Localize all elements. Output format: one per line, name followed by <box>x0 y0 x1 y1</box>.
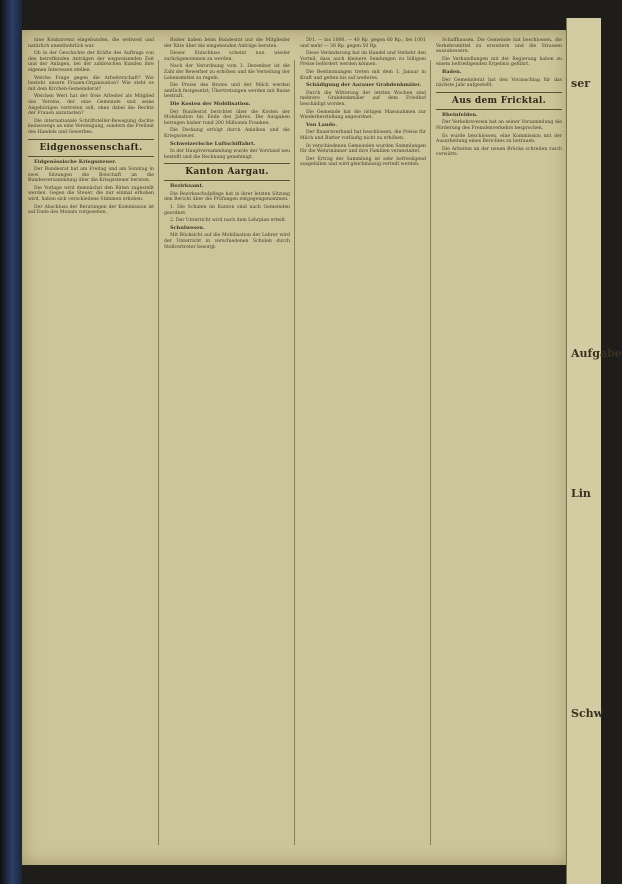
newspaper-page <box>22 30 568 865</box>
paragraph: Die Deckung erfolgt durch Anleihen und die Kriegssteuer. <box>164 128 290 139</box>
paragraph: Der Ertrag der Sammlung ist sehr befriedigend ausgefallen und wird gleichmässig verteilt werden. <box>300 156 426 168</box>
paragraph: Bisher haben beim Bundesrat nur die Mitglieder der Räte über die eingehenden Anträge beraten. <box>164 38 290 49</box>
divider <box>164 163 290 164</box>
article-title: Von Lande. <box>306 121 337 128</box>
paragraph: Diese Veränderung hat im Handel und Verkehr den Vorteil, dass auch kleinere Sendungen zu billigem Preise befördert werden können. <box>300 51 426 68</box>
paragraph: Die Bezirksschulpflege hat in ihrer letzten Sitzung den Bericht über die Prüfungen entgegengenommen. <box>164 191 290 203</box>
paragraph: Welche Frage gegen die Arbeiterschaft? Wie besteht unsere Frauen-Organisation? Wie steht es mit dem Kirchen-Gemeinderat? <box>28 75 154 92</box>
paragraph: 2. Der Unterricht wird nach dem Lehrplan erteilt. <box>170 218 287 224</box>
paragraph: Die internationale Schriftsteller-Bewegung dachte keineswegs an eine Vereinigung, sondern die Freiheit des Handels und Gewerbes. <box>28 118 154 135</box>
article-title: Schulwesen. <box>170 224 205 231</box>
paragraph: Ob in der Geschichte der Kräfte des Auftrags von den betreffenden Anträgen der wegweisenden Zeit und der Anlagen, bei der zahlreichen Kunden ihre eigenen Interessen stellen. <box>28 51 154 73</box>
adjacent-page-edge <box>566 18 622 884</box>
paragraph: Der Abschluss der Beratungen der Kommission ist auf Ende des Monats vorgesehen. <box>28 204 154 216</box>
paragraph: Die Bestimmungen treten mit dem 1. Januar in Kraft und gelten bis auf weiteres. <box>300 69 426 81</box>
book-binding <box>0 0 22 884</box>
paragraph: Der Gemeinderat hat den Voranschlag für das nächste Jahr aufgestellt. <box>436 77 562 89</box>
paragraph: Der Verkehrsverein hat an seiner Versammlung die Förderung des Fremdenverkehrs besprochen. <box>436 120 562 131</box>
paragraph: 1. Die Schulen im Kanton sind nach Gemeinden geordnet. <box>164 205 290 216</box>
paragraph: Der Bundesrat berichtet über die Kosten der Mobilisation bis Ende des Jahres. Die Ausgaben betragen bisher rund 200 Millionen Franken. <box>164 109 290 126</box>
paragraph: Nach der Verordnung vom 3. Dezember ist die Zahl der Bewerber zu erhöhen und die Verteilung der Lebensmittel zu regeln. <box>164 64 290 81</box>
paragraph: Mit Rücksicht auf die Mobilisation der Lehrer wird der Unterricht in verschiedenen Schulen durch Stellvertreter besorgt. <box>164 233 290 250</box>
column-4 <box>436 38 562 857</box>
divider <box>164 180 290 181</box>
paragraph: 501. — bis 1000. — 40 Rp. gegen 60 Rp.; bei 1001 und mehr — 30 Rp. gegen 50 Rp. <box>300 38 426 49</box>
article-title: Schädigung der Aarauer Grabdenkmäler. <box>306 82 422 89</box>
paragraph: Die Preise des Brotes und der Milch werden amtlich festgesetzt; Übertretungen werden mit Busse bestraft. <box>164 83 290 100</box>
divider <box>436 109 562 110</box>
paragraph: Es wurde beschlossen, eine Kommission mit der Ausarbeitung eines Berichtes zu betrauen. <box>436 133 562 145</box>
article-title: Schweizerische Luftschiffahrt. <box>170 140 256 147</box>
edge-text: ser <box>571 77 590 90</box>
paragraph: Dieser Entschluss scheint nun wieder zurückgenommen zu werden. <box>164 51 290 62</box>
paragraph: Die Gemeinde hat die nötigen Massnahmen zur Wiederherstellung angeordnet. <box>300 109 426 121</box>
paragraph: nine Konkurrenz eingebunden, die weltweit und natürlich unentbehrlich war. <box>28 38 154 49</box>
article-title: Eidgenössische Kriegssteuer. <box>34 158 117 165</box>
paragraph: Der Bauernverband hat beschlossen, die Preise für Milch und Butter vorläufig nicht zu erhöhen. <box>300 130 426 141</box>
edge-text: Aufgabe <box>571 347 622 360</box>
paragraph: Welchen Wert hat der freie Arbeiter als Mitglied des Vereins, der eine Gemeinde und seine Angehörigen vertreten soll, ohne dabei die Rechte der Frauen anzutasten? <box>28 94 154 117</box>
section-heading: Aus dem Fricktal. <box>451 95 547 106</box>
column-rule <box>294 60 295 845</box>
paragraph: In der Hauptversammlung wurde der Vorstand neu bestellt und die Rechnung genehmigt. <box>164 149 290 160</box>
section-heading: Eidgenossenschaft. <box>39 142 143 153</box>
edge-text: Schw <box>571 707 604 720</box>
article-title: Die Kosten der Mobilisation. <box>170 100 251 107</box>
article-title: Bezirksamt. <box>170 183 204 190</box>
paragraph: In verschiedenen Gemeinden wurden Sammlungen für die Wehrmänner und ihre Familien veranstaltet. <box>300 143 426 155</box>
paragraph: Durch die Witterung der letzten Wochen sind mehrere Grabdenkmäler auf dem Friedhof beschädigt worden. <box>300 90 426 107</box>
column-2 <box>164 38 290 857</box>
divider <box>28 139 154 140</box>
paragraph: Schaffhausen. Die Gemeinde hat beschlossen, die Verkehrsmittel zu erweitern und die Strassen auszubessern. <box>436 38 562 55</box>
column-rule <box>430 60 431 845</box>
paragraph: Die Vorlage wird demnächst den Räten zugestellt werden. Gegen die Steuer, die nur einmal erhoben wird, haben sich verschiedene Stimmen erhoben. <box>28 185 154 203</box>
column-3 <box>300 38 426 857</box>
divider <box>28 156 154 157</box>
column-1 <box>28 38 154 857</box>
divider <box>436 92 562 93</box>
article-title: Baden. <box>442 68 462 75</box>
article-title: Rheinfelden. <box>442 111 478 118</box>
column-rule <box>158 60 159 845</box>
paragraph: Die Verhandlungen mit der Regierung haben zu einem befriedigenden Ergebnis geführt. <box>436 56 562 68</box>
section-heading: Kanton Aargau. <box>185 167 269 178</box>
paragraph: Der Bundesrat hat am Freitag und am Sonntag in zwei Sitzungen die Botschaft an die Bundesversammlung über die Kriegssteuer beraten. <box>28 167 154 184</box>
edge-text: Lin <box>571 487 591 500</box>
paragraph: Die Arbeiten an der neuen Brücke schreiten rasch vorwärts. <box>436 146 562 158</box>
